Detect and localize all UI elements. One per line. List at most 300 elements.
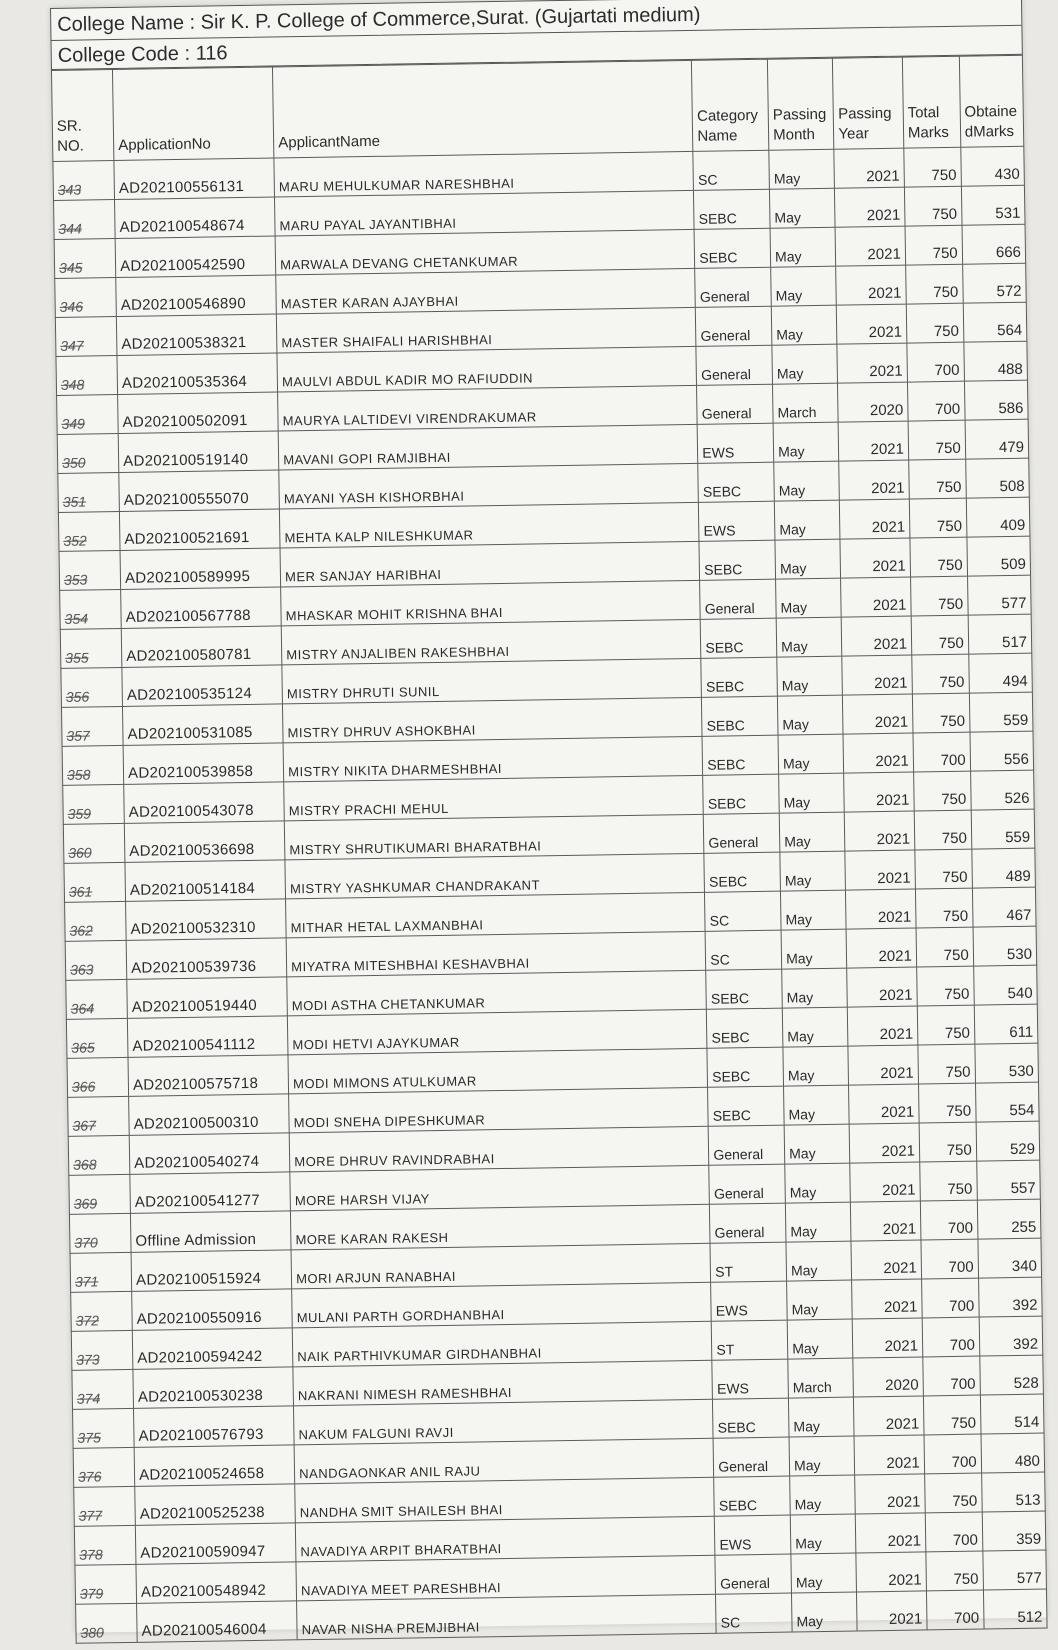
category-cell: SEBC (703, 774, 779, 814)
category-cell: SEBC (707, 1047, 783, 1087)
applicant-name-cell: NAKRANI NIMESH RAMESHBHAI (293, 1360, 713, 1406)
category-cell: ST (711, 1320, 787, 1360)
sr-no-cell: 344 (54, 200, 116, 240)
passing-month-cell: May (787, 1319, 853, 1359)
total-marks-cell: 750 (918, 1083, 975, 1123)
category-cell: SEBC (701, 657, 777, 697)
application-no-cell: AD202100539858 (123, 743, 284, 785)
obtained-marks-cell: 359 (982, 1511, 1046, 1551)
application-no-cell: AD202100514184 (125, 860, 286, 902)
applicant-name-cell: MODI SNEHA DIPESHKUMAR (289, 1087, 709, 1133)
total-marks-cell: 750 (920, 1161, 977, 1201)
total-marks-cell: 700 (922, 1317, 979, 1357)
college-code: College Code : 116 (51, 25, 1023, 70)
passing-month-cell: May (769, 149, 835, 189)
applicant-name-cell: MISTRY DHRUV ASHOKBHAI (283, 697, 703, 743)
passing-month-cell: May (771, 305, 837, 345)
applicant-name-cell: MAURYA LALTIDEVI VIRENDRAKUMAR (278, 385, 698, 431)
passing-month-cell: May (779, 773, 845, 813)
col-header: Passing Month (767, 58, 834, 150)
passing-year-cell: 2021 (856, 1552, 926, 1592)
total-marks-cell: 700 (921, 1278, 978, 1318)
application-no-cell: AD202100546004 (137, 1601, 298, 1643)
total-marks-cell: 700 (921, 1239, 978, 1279)
passing-year-cell: 2021 (839, 460, 909, 500)
application-no-cell: AD202100532310 (126, 899, 287, 941)
obtained-marks-cell: 529 (976, 1121, 1040, 1161)
category-cell: SC (705, 891, 781, 931)
category-cell: General (704, 813, 780, 853)
obtained-marks-cell: 528 (980, 1355, 1044, 1395)
category-cell: General (700, 579, 776, 619)
passing-year-cell: 2021 (842, 655, 912, 695)
application-no-cell: AD202100536698 (124, 821, 285, 863)
passing-year-cell: 2021 (847, 967, 917, 1007)
total-marks-cell: 700 (924, 1434, 981, 1474)
passing-year-cell: 2021 (856, 1513, 926, 1553)
passing-year-cell: 2021 (848, 1006, 918, 1046)
sr-no-cell: 369 (69, 1174, 131, 1214)
sr-no-cell: 343 (53, 161, 115, 201)
total-marks-cell: 700 (913, 732, 970, 772)
obtained-marks-cell: 430 (961, 146, 1025, 186)
obtained-marks-cell: 572 (962, 263, 1026, 303)
applicant-name-cell: MODI HETVI AJAYKUMAR (288, 1009, 708, 1055)
obtained-marks-cell: 526 (970, 770, 1034, 810)
application-no-cell: AD202100576793 (134, 1406, 295, 1448)
sr-no-cell: 354 (60, 589, 122, 629)
passing-month-cell: May (781, 929, 847, 969)
passing-month-cell: May (777, 695, 843, 735)
sr-no-cell: 373 (71, 1330, 133, 1370)
applicant-name-cell: MISTRY PRACHI MEHUL (284, 775, 704, 821)
application-no-cell: AD202100546890 (116, 275, 277, 317)
application-no-cell: AD202100556131 (114, 158, 275, 200)
table-header-row (51, 55, 1023, 161)
col-header: Passing Year (833, 57, 904, 149)
sr-no-cell: 352 (58, 511, 120, 551)
applicant-name-cell: MEHTA KALP NILESHKUMAR (280, 502, 700, 548)
passing-year-cell: 2021 (837, 304, 907, 344)
total-marks-cell: 750 (905, 225, 962, 265)
passing-month-cell: May (789, 1397, 855, 1437)
applicant-name-cell: MARWALA DEVANG CHETANKUMAR (275, 229, 695, 275)
total-marks-cell: 700 (920, 1200, 977, 1240)
application-no-cell: AD202100542590 (115, 236, 276, 278)
passing-year-cell: 2021 (850, 1123, 920, 1163)
total-marks-cell: 750 (912, 654, 969, 694)
total-marks-cell: 750 (926, 1551, 983, 1591)
obtained-marks-cell: 577 (983, 1550, 1047, 1590)
col-header: Total Marks (902, 56, 960, 148)
total-marks-cell: 700 (926, 1590, 983, 1630)
applicant-name-cell: NANDHA SMIT SHAILESH BHAI (295, 1477, 715, 1523)
obtained-marks-cell: 508 (965, 458, 1029, 498)
sr-no-cell: 380 (76, 1603, 138, 1643)
applicant-name-cell: NAVADIYA MEET PARESHBHAI (296, 1555, 716, 1601)
total-marks-cell: 750 (914, 810, 971, 850)
total-marks-cell: 750 (917, 1005, 974, 1045)
total-marks-cell: 750 (904, 147, 961, 187)
total-marks-cell: 750 (904, 186, 961, 226)
sr-no-cell: 366 (67, 1057, 129, 1097)
col-header: ObtainedMarks (959, 55, 1024, 147)
application-no-cell: AD202100550916 (132, 1289, 293, 1331)
category-cell: SEBC (698, 462, 774, 502)
sr-no-cell: 348 (56, 355, 118, 395)
applicant-name-cell: MISTRY NIKITA DHARMESHBHAI (283, 736, 703, 782)
sr-no-cell: 368 (68, 1135, 130, 1175)
passing-year-cell: 2021 (841, 577, 911, 617)
passing-month-cell: May (784, 1085, 850, 1125)
application-no-cell: AD202100525238 (135, 1484, 296, 1526)
sr-no-cell: 360 (63, 823, 125, 863)
category-cell: EWS (711, 1281, 787, 1321)
col-header: ApplicationNo (113, 67, 274, 161)
passing-month-cell: May (776, 578, 842, 618)
obtained-marks-cell: 531 (961, 185, 1025, 225)
category-cell: SEBC (713, 1398, 789, 1438)
college-name: College Name : Sir K. P. College of Commerce,Surat. (Gujartati medium) (50, 0, 1022, 40)
category-cell: ST (710, 1242, 786, 1282)
passing-year-cell: 2021 (838, 421, 908, 461)
sr-no-cell: 349 (57, 394, 119, 434)
category-cell: General (708, 1125, 784, 1165)
application-no-cell: Offline Admission (131, 1211, 292, 1253)
passing-month-cell: May (774, 461, 840, 501)
passing-month-cell: May (774, 500, 840, 540)
category-cell: SEBC (707, 1008, 783, 1048)
passing-year-cell: 2021 (854, 1396, 924, 1436)
sr-no-cell: 374 (72, 1369, 134, 1409)
sr-no-cell: 362 (65, 901, 127, 941)
passing-year-cell: 2021 (834, 148, 904, 188)
passing-month-cell: May (786, 1241, 852, 1281)
obtained-marks-cell: 564 (963, 302, 1027, 342)
applicant-name-cell: MISTRY SHRUTIKUMARI BHARATBHAI (284, 814, 704, 860)
document-sheet (50, 0, 1047, 1641)
obtained-marks-cell: 340 (978, 1238, 1042, 1278)
applicant-name-cell: MISTRY YASHKUMAR CHANDRAKANT (285, 853, 705, 899)
category-cell: SEBC (702, 696, 778, 736)
passing-year-cell: 2021 (854, 1435, 924, 1475)
sr-no-cell: 371 (70, 1252, 132, 1292)
category-cell: SC (716, 1593, 792, 1633)
passing-year-cell: 2021 (849, 1084, 919, 1124)
category-cell: General (710, 1203, 786, 1243)
passing-year-cell: 2021 (842, 616, 912, 656)
total-marks-cell: 750 (906, 264, 963, 304)
passing-year-cell: 2021 (840, 538, 910, 578)
category-cell: General (695, 267, 771, 307)
sr-no-cell: 379 (75, 1564, 137, 1604)
passing-month-cell: May (782, 1007, 848, 1047)
passing-month-cell: May (776, 617, 842, 657)
sr-no-cell: 363 (65, 940, 127, 980)
total-marks-cell: 750 (915, 888, 972, 928)
category-cell: General (697, 384, 773, 424)
col-header: Category Name (692, 59, 769, 151)
passing-month-cell: March (773, 383, 839, 423)
sr-no-cell: 372 (71, 1291, 133, 1331)
col-header: ApplicantName (273, 60, 694, 158)
total-marks-cell: 750 (908, 420, 965, 460)
application-no-cell: AD202100538321 (116, 314, 277, 356)
obtained-marks-cell: 611 (974, 1004, 1038, 1044)
category-cell: SEBC (700, 618, 776, 658)
category-cell: General (713, 1437, 789, 1477)
applicant-name-cell: MODI MIMONS ATULKUMAR (288, 1048, 708, 1094)
obtained-marks-cell: 255 (977, 1199, 1041, 1239)
total-marks-cell: 750 (906, 303, 963, 343)
passing-year-cell: 2020 (853, 1357, 923, 1397)
passing-month-cell: May (779, 812, 845, 852)
sr-no-cell: 375 (73, 1408, 135, 1448)
application-no-cell: AD202100535124 (122, 665, 283, 707)
passing-year-cell: 2021 (845, 850, 915, 890)
obtained-marks-cell: 392 (979, 1316, 1043, 1356)
application-no-cell: AD202100590947 (135, 1523, 296, 1565)
passing-month-cell: May (790, 1475, 856, 1515)
sr-no-cell: 357 (61, 706, 123, 746)
category-cell: SEBC (702, 735, 778, 775)
category-cell: SC (705, 930, 781, 970)
sr-no-cell: 356 (61, 667, 123, 707)
obtained-marks-cell: 559 (971, 809, 1035, 849)
sr-no-cell: 359 (63, 784, 125, 824)
obtained-marks-cell: 479 (965, 419, 1029, 459)
total-marks-cell: 750 (909, 498, 966, 538)
applicant-name-cell: MORE DHRUV RAVINDRABHAI (289, 1126, 709, 1172)
passing-year-cell: 2021 (851, 1240, 921, 1280)
total-marks-cell: 750 (918, 1044, 975, 1084)
obtained-marks-cell: 509 (967, 536, 1031, 576)
applicant-name-cell: NAKUM FALGUNI RAVJI (294, 1399, 714, 1445)
obtained-marks-cell: 488 (964, 341, 1028, 381)
passing-month-cell: May (782, 968, 848, 1008)
obtained-marks-cell: 559 (969, 692, 1033, 732)
obtained-marks-cell: 392 (978, 1277, 1042, 1317)
applicant-name-cell: MASTER SHAIFALI HARISHBHAI (276, 307, 696, 353)
application-no-cell: AD202100500310 (129, 1094, 290, 1136)
total-marks-cell: 750 (919, 1122, 976, 1162)
total-marks-cell: 750 (917, 966, 974, 1006)
passing-year-cell: 2021 (855, 1474, 925, 1514)
passing-month-cell: May (780, 851, 846, 891)
obtained-marks-cell: 513 (981, 1472, 1045, 1512)
total-marks-cell: 750 (910, 537, 967, 577)
obtained-marks-cell: 557 (976, 1160, 1040, 1200)
category-cell: General (696, 306, 772, 346)
applicant-name-cell: MAVANI GOPI RAMJIBHAI (278, 424, 698, 470)
passing-month-cell: May (777, 656, 843, 696)
passing-year-cell: 2021 (846, 928, 916, 968)
sr-no-cell: 346 (55, 277, 117, 317)
passing-year-cell: 2021 (843, 694, 913, 734)
sr-no-cell: 345 (54, 239, 116, 279)
passing-year-cell: 2021 (837, 343, 907, 383)
applicant-name-cell: MAYANI YASH KISHORBHAI (279, 463, 699, 509)
passing-year-cell: 2021 (835, 187, 905, 227)
category-cell: SEBC (714, 1476, 790, 1516)
applicant-name-cell: MER SANJAY HARIBHAI (280, 541, 700, 587)
passing-year-cell: 2021 (852, 1279, 922, 1319)
passing-year-cell: 2021 (848, 1045, 918, 1085)
applicant-name-cell: MISTRY DHRUTI SUNIL (282, 658, 702, 704)
total-marks-cell: 700 (923, 1356, 980, 1396)
category-cell: SEBC (694, 228, 770, 268)
category-cell: EWS (699, 501, 775, 541)
category-cell: SEBC (708, 1086, 784, 1126)
obtained-marks-cell: 530 (975, 1043, 1039, 1083)
total-marks-cell: 750 (916, 927, 973, 967)
passing-month-cell: May (778, 734, 844, 774)
sr-no-cell: 351 (58, 472, 120, 512)
passing-year-cell: 2021 (840, 499, 910, 539)
applicant-name-cell: MORE HARSH VIJAY (290, 1165, 710, 1211)
obtained-marks-cell: 514 (980, 1394, 1044, 1434)
category-cell: EWS (715, 1515, 791, 1555)
application-no-cell: AD202100519140 (118, 431, 279, 473)
category-cell: EWS (712, 1359, 788, 1399)
applicant-name-cell: MHASKAR MOHIT KRISHNA BHAI (281, 580, 701, 626)
total-marks-cell: 750 (911, 615, 968, 655)
passing-month-cell: May (785, 1202, 851, 1242)
passing-month-cell: March (788, 1358, 854, 1398)
passing-month-cell: May (785, 1163, 851, 1203)
sr-no-cell: 361 (64, 862, 126, 902)
obtained-marks-cell: 556 (970, 731, 1034, 771)
application-no-cell: AD202100541112 (127, 1016, 288, 1058)
application-no-cell: AD202100524658 (134, 1445, 295, 1487)
passing-month-cell: May (789, 1436, 855, 1476)
obtained-marks-cell: 530 (973, 926, 1037, 966)
application-no-cell: AD202100594242 (132, 1328, 293, 1370)
total-marks-cell: 700 (907, 342, 964, 382)
sr-no-cell: 364 (66, 979, 128, 1019)
obtained-marks-cell: 517 (968, 614, 1032, 654)
obtained-marks-cell: 494 (968, 653, 1032, 693)
passing-year-cell: 2021 (844, 772, 914, 812)
application-no-cell: AD202100540274 (129, 1133, 290, 1175)
total-marks-cell: 750 (925, 1473, 982, 1513)
application-no-cell: AD202100567788 (121, 587, 282, 629)
passing-year-cell: 2021 (850, 1162, 920, 1202)
applicant-name-cell: MODI ASTHA CHETANKUMAR (287, 970, 707, 1016)
obtained-marks-cell: 480 (981, 1433, 1045, 1473)
applicant-name-cell: MAULVI ABDUL KADIR MO RAFIUDDIN (277, 346, 697, 392)
category-cell: SEBC (699, 540, 775, 580)
passing-month-cell: May (773, 422, 839, 462)
obtained-marks-cell: 512 (983, 1589, 1047, 1629)
category-cell: General (709, 1164, 785, 1204)
passing-month-cell: May (781, 890, 847, 930)
passing-month-cell: May (770, 188, 836, 228)
applicants-table (51, 55, 1048, 1644)
passing-month-cell: May (790, 1514, 856, 1554)
applicant-name-cell: MORI ARJUN RANABHAI (291, 1243, 711, 1289)
application-no-cell: AD202100521691 (119, 509, 280, 551)
sr-no-cell: 350 (57, 433, 119, 473)
applicant-name-cell: MITHAR HETAL LAXMANBHAI (286, 892, 706, 938)
application-no-cell: AD202100575718 (128, 1055, 289, 1097)
sr-no-cell: 378 (74, 1525, 136, 1565)
sr-no-cell: 377 (74, 1486, 136, 1526)
sr-no-cell: 370 (69, 1213, 131, 1253)
application-no-cell: AD202100548942 (136, 1562, 297, 1604)
application-no-cell: AD202100555070 (119, 470, 280, 512)
passing-year-cell: 2020 (838, 382, 908, 422)
total-marks-cell: 750 (910, 576, 967, 616)
total-marks-cell: 750 (912, 693, 969, 733)
application-no-cell: AD202100543078 (124, 782, 285, 824)
application-no-cell: AD202100515924 (131, 1250, 292, 1292)
sr-no-cell: 347 (55, 316, 117, 356)
applicant-name-cell: MULANI PARTH GORDHANBHAI (292, 1282, 712, 1328)
sr-no-cell: 367 (68, 1096, 130, 1136)
application-no-cell: AD202100580781 (121, 626, 282, 668)
total-marks-cell: 750 (923, 1395, 980, 1435)
passing-year-cell: 2021 (851, 1201, 921, 1241)
total-marks-cell: 750 (909, 459, 966, 499)
application-no-cell: AD202100589995 (120, 548, 281, 590)
passing-month-cell: May (792, 1592, 858, 1632)
application-no-cell: AD202100539736 (126, 938, 287, 980)
category-cell: General (715, 1554, 791, 1594)
applicant-name-cell: NAVAR NISHA PREMJIBHAI (297, 1594, 717, 1640)
sr-no-cell: 355 (60, 628, 122, 668)
applicant-name-cell: MASTER KARAN AJAYBHAI (276, 268, 696, 314)
passing-month-cell: May (771, 266, 837, 306)
obtained-marks-cell: 467 (972, 887, 1036, 927)
passing-year-cell: 2021 (853, 1318, 923, 1358)
application-no-cell: AD202100530238 (133, 1367, 294, 1409)
passing-month-cell: May (783, 1046, 849, 1086)
application-no-cell: AD202100541277 (130, 1172, 291, 1214)
obtained-marks-cell: 540 (973, 965, 1037, 1005)
category-cell: General (696, 345, 772, 385)
applicant-name-cell: NAVADIYA ARPIT BHARATBHAI (295, 1516, 715, 1562)
passing-year-cell: 2021 (836, 265, 906, 305)
total-marks-cell: 700 (925, 1512, 982, 1552)
passing-month-cell: May (784, 1124, 850, 1164)
category-cell: SEBC (694, 189, 770, 229)
passing-year-cell: 2021 (845, 811, 915, 851)
total-marks-cell: 750 (915, 849, 972, 889)
col-header: SR. NO. (51, 70, 113, 162)
passing-year-cell: 2021 (835, 226, 905, 266)
obtained-marks-cell: 666 (962, 224, 1026, 264)
obtained-marks-cell: 586 (964, 380, 1028, 420)
obtained-marks-cell: 409 (966, 497, 1030, 537)
applicant-name-cell: NAIK PARTHIVKUMAR GIRDHANBHAI (292, 1321, 712, 1367)
passing-month-cell: May (791, 1553, 857, 1593)
passing-month-cell: May (787, 1280, 853, 1320)
applicant-name-cell: MARU MEHULKUMAR NARESHBHAI (274, 151, 694, 197)
category-cell: EWS (697, 423, 773, 463)
application-no-cell: AD202100548674 (115, 197, 276, 239)
obtained-marks-cell: 577 (967, 575, 1031, 615)
passing-year-cell: 2021 (843, 733, 913, 773)
sr-no-cell: 376 (73, 1447, 135, 1487)
passing-month-cell: May (770, 227, 836, 267)
applicant-name-cell: MARU PAYAL JAYANTIBHAI (275, 190, 695, 236)
application-no-cell: AD202100502091 (118, 392, 279, 434)
application-no-cell: AD202100531085 (123, 704, 284, 746)
passing-year-cell: 2021 (857, 1591, 927, 1631)
sr-no-cell: 365 (66, 1018, 128, 1058)
application-no-cell: AD202100535364 (117, 353, 278, 395)
